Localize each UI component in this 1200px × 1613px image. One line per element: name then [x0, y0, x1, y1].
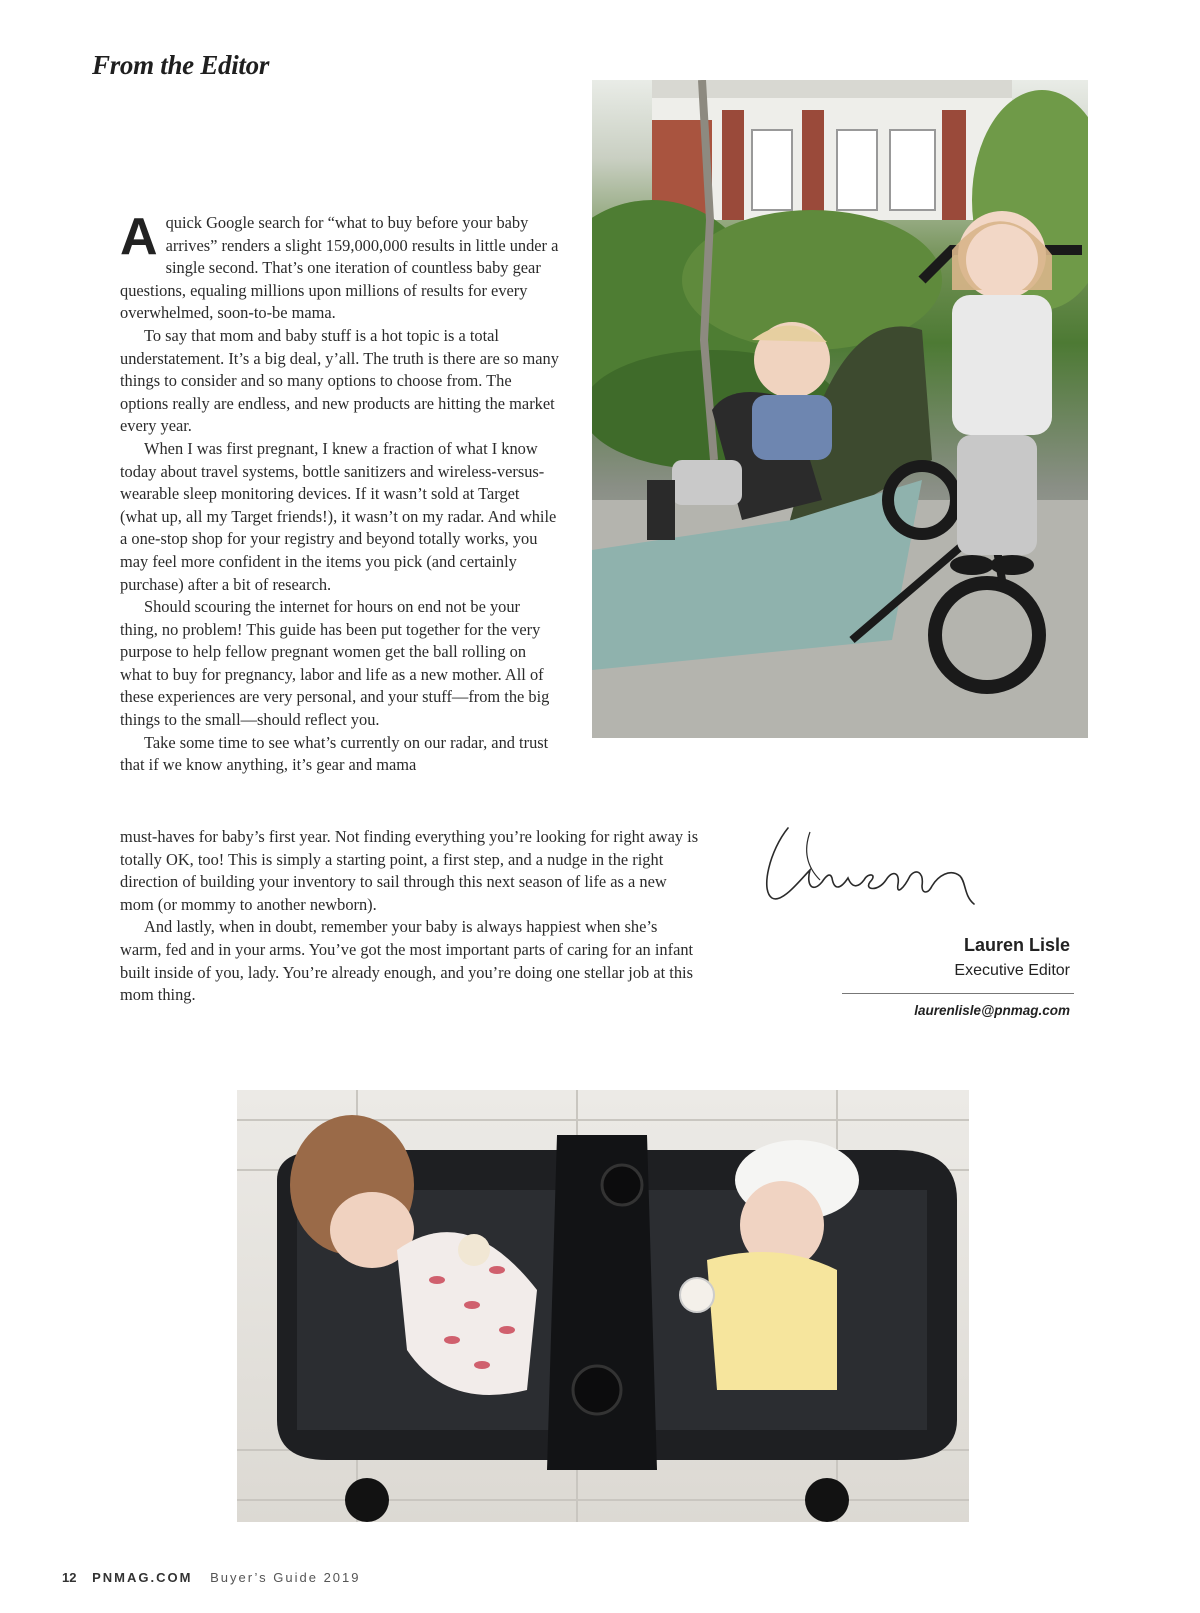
- paragraph: When I was first pregnant, I knew a fraction of what I know today about travel systems, bottle sanitizers and wireless-versus-wearable sleep monitoring devices. If it wasn’t sold at Target (what up, all my Target friends!), it wasn’t on my radar. And while a one-stop shop for your registry and beyond totally works, you may feel more confident in the items you pick (and certainly purchase) after a bit of research.: [120, 438, 557, 594]
- paragraph: Should scouring the internet for hours on end not be your thing, no problem! This guide has been put together for the very purpose to help fellow pregnant women get the ball rolling on what to buy for pregnancy, labor and life as a new mother. All of these experiences are very personal, and your stuff—from the big things to the small—should reflect you.: [120, 597, 550, 730]
- paragraph: Take some time to see what’s currently on our radar, and trust that if we know anything, it’s gear and mama: [120, 732, 549, 775]
- editor-email[interactable]: laurenlisle@pnmag.com: [914, 1003, 1070, 1018]
- paragraph: And lastly, when in doubt, remember your baby is always happiest when she’s warm, fed and in your arms. You’ve got the most important parts of caring for an infant built inside of you, lady. You’re already enough, and you’re doing one stellar job at this mom thing.: [120, 917, 694, 1005]
- divider: [842, 993, 1074, 994]
- page-footer: [62, 1570, 361, 1585]
- site-name: PNMAG.COM: [92, 1570, 193, 1585]
- paragraph: must-haves for baby’s first year. Not finding everything you’re looking for right away is totally OK, too! This is simply a starting point, a first step, and a nudge in the right direction of building your inventory to sail through this next season of life as a new mom (or mommy to another newborn).: [120, 827, 699, 914]
- page-number: 12: [62, 1570, 77, 1585]
- wagon-photo: [237, 1090, 969, 1522]
- stroller-photo: [592, 80, 1088, 738]
- editor-name: Lauren Lisle: [963, 935, 1070, 955]
- paragraph: Aquick Google search for “what to buy before your baby arrives” renders a slight 159,000,000 results in little under a single second. That’s one iteration of countless baby gear questions, equaling millions upon millions of results for every overwhelmed, soon-to-be mama.: [120, 208, 559, 323]
- paragraph: To say that mom and baby stuff is a hot topic is a total understatement. It’s a big deal, y’all. The truth is there are so many things to consider and so many options to choose from. The options really are endless, and new products are hitting the market every year.: [120, 325, 559, 436]
- publication-name: Buyer’s Guide 2019: [210, 1570, 361, 1585]
- editor-title: Executive Editor: [954, 962, 1070, 979]
- section-title: From the Editor: [92, 50, 270, 80]
- editor-letter-wide: [120, 826, 700, 1007]
- editor-letter-narrow: [120, 208, 560, 777]
- handwritten-signature: [760, 820, 1020, 920]
- drop-cap: A: [120, 208, 158, 266]
